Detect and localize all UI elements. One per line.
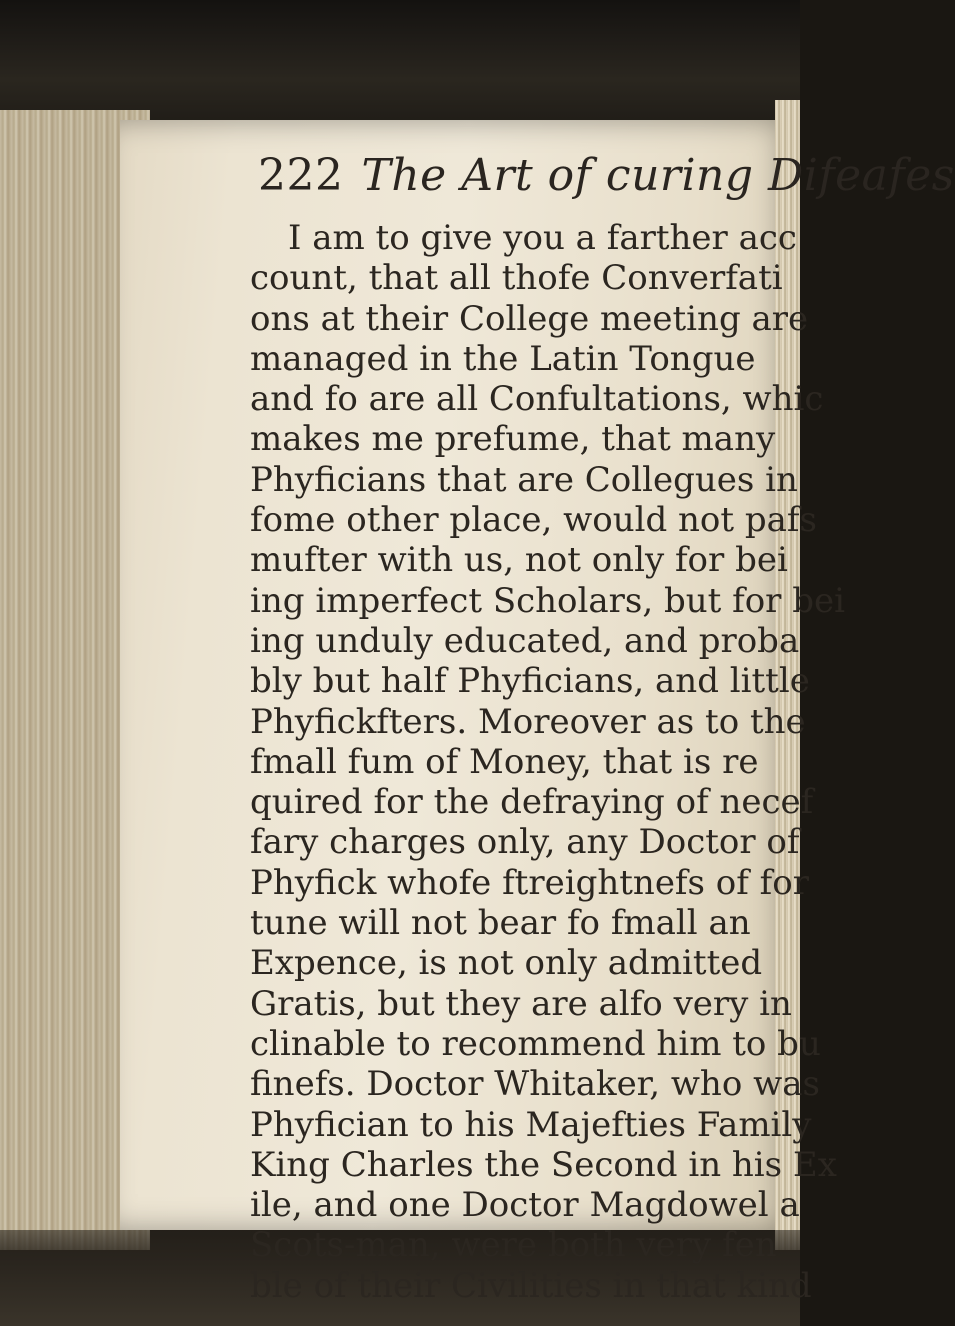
text-line: finefs. Doctor Whitaker, who was — [250, 1064, 820, 1105]
body-text — [250, 218, 845, 1306]
text-line: bly but half Phyficians, and little — [250, 661, 810, 702]
text-line: and fo are all Confultations, whic — [250, 379, 824, 420]
text-line: count, that all thofe Converfati — [250, 258, 783, 299]
text-line: fary charges only, any Doctor of — [250, 822, 800, 863]
text-line: Phyfickfters. Moreover as to the — [250, 701, 806, 742]
text-line: quired for the defraying of necef — [250, 782, 814, 823]
text-line: King Charles the Second in his Ex — [250, 1144, 837, 1185]
text-line: fmall fum of Money, that is re — [250, 741, 759, 782]
text-line: ile, and one Doctor Magdowel a — [250, 1185, 800, 1226]
text-line: fome other place, would not pafs — [250, 500, 817, 541]
text-line: Phyfician to his Majefties Family — [250, 1104, 812, 1145]
text-line: Scots-man, were both very fen — [250, 1225, 777, 1266]
text-line: clinable to recommend him to bu — [250, 1023, 821, 1064]
running-title: The Art of curing Difeafes — [361, 150, 955, 201]
text-line: Expence, is not only admitted — [250, 943, 763, 984]
text-line: Gratis, but they are alfo very in — [250, 983, 792, 1024]
text-line: I am to give you a farther acc — [288, 218, 797, 258]
running-header — [258, 150, 955, 210]
text-line: ble of their Civilities in that kind — [250, 1265, 812, 1306]
text-line: tune will not bear fo fmall an — [250, 903, 751, 944]
text-line: Phyficians that are Collegues in — [250, 459, 798, 500]
text-line: managed in the Latin Tongue — [250, 338, 756, 379]
text-line: ing imperfect Scholars, but for bei — [250, 580, 845, 621]
text-line: ing unduly educated, and proba — [250, 620, 800, 661]
text-line: Phyfick whofe ftreightnefs of for — [250, 862, 809, 903]
text-line: ons at their College meeting are — [250, 298, 809, 339]
text-line: mufter with us, not only for bei — [250, 540, 788, 581]
page-number: 222 — [258, 150, 344, 201]
text-line: makes me prefume, that many — [250, 419, 776, 460]
